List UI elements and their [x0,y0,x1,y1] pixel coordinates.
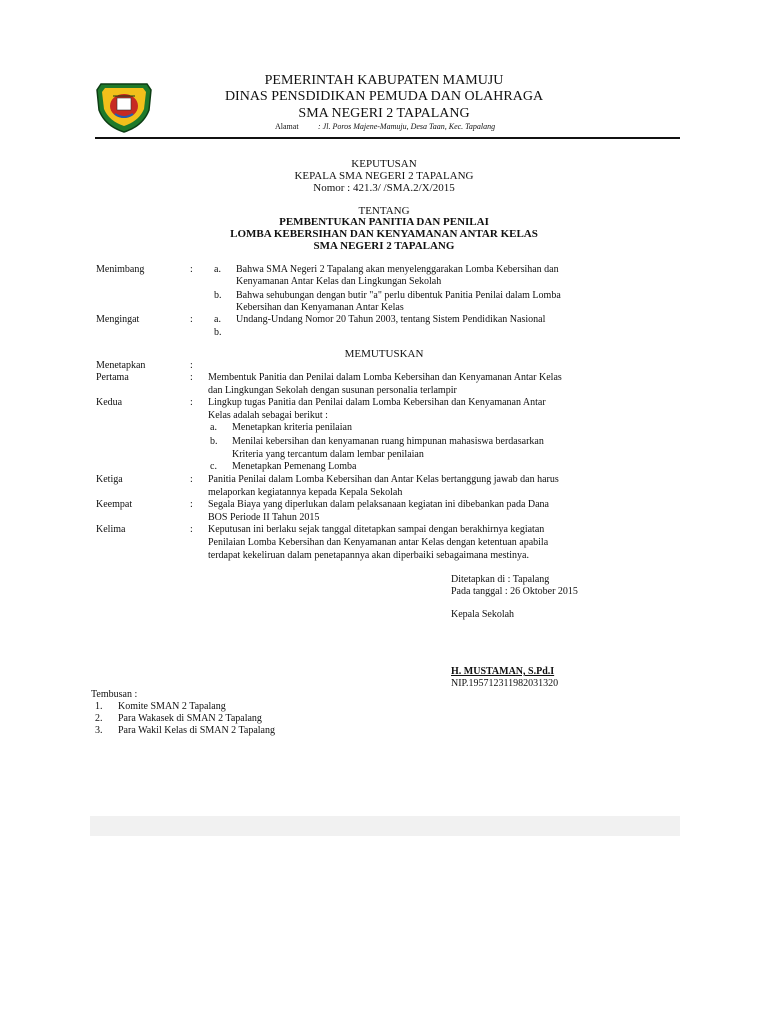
decree-about: TENTANG [358,205,410,217]
address-value: : Jl. Poros Majene-Mamuju, Desa Taan, Kec. Tapalang [318,122,496,131]
decree-subject-2: LOMBA KEBERSIHAN DAN KENYAMANAN ANTAR KELAS [230,228,538,240]
kedua-b-line2: Kriteria yang tercantum dalam lembar penilaian [232,449,424,460]
kedua-c-marker: c. [210,461,217,472]
kedua-b-marker: b. [210,436,218,447]
keempat-line1: Segala Biaya yang diperlukan dalam pelaksanaan kegiatan ini dibebankan pada Dana [208,499,549,510]
ketiga-line1: Panitia Penilai dalam Lomba Kebersihan dan Antar Kelas bertanggung jawab dan harus [208,474,559,485]
tembusan-item-3-text: Para Wakil Kelas di SMAN 2 Tapalang [118,725,275,736]
menetapkan-label: Menetapkan [96,360,146,371]
kedua-a-marker: a. [210,422,217,433]
menimbang-a-line2: Kenyamanan Antar Kelas dan Lingkungan Sekolah [236,276,442,287]
kelima-line2: Penilaian Lomba Kebersihan dan Kenyamanan antar Kelas dengan ketentuan apabila [208,537,549,548]
letterhead-line2: DINAS PENSDIDIKAN PEMUDA DAN OLAHRAGA [224,89,544,104]
kelima-line3: terdapat kekeliruan dalam penetapannya akan diperbaiki sebagaimana mestinya. [208,550,529,561]
kedua-b-line1: Menilai kebersihan dan kenyamanan ruang himpunan mahasiswa berdasarkan [232,436,544,447]
mengingat-a-marker: a. [214,314,221,325]
tembusan-item-1-num: 1. [95,701,103,712]
menimbang-b-line1: Bahwa sehubungan dengan butir "a" perlu dibentuk Panitia Penilai dalam Lomba [236,290,561,301]
pertama-label: Pertama [96,372,129,383]
tembusan-item-2-num: 2. [95,713,103,724]
pertama-line1: Membentuk Panitia dan Penilai dalam Lomba Kebersihan dan Kenyamanan Antar Kelas [208,372,562,383]
signature-nip: NIP.195712311982031320 [451,678,559,689]
menetapkan-colon: : [190,360,193,371]
ketiga-label: Ketiga [96,474,123,485]
kedua-line2: Kelas adalah sebagai berikut : [208,410,328,421]
signature-place: Ditetapkan di : Tapalang [451,574,550,585]
kedua-colon: : [190,397,193,408]
menimbang-b-line2: Kebersihan dan Kenyamanan Antar Kelas [236,302,404,313]
kelima-colon: : [190,524,193,535]
kedua-a-text: Menetapkan kriteria penilaian [232,422,352,433]
keempat-line2: BOS Periode II Tahun 2015 [208,512,320,523]
signature-position: Kepala Sekolah [451,609,515,620]
mengingat-b-marker: b. [214,327,222,338]
keempat-label: Keempat [96,499,133,510]
mengingat-a-text: Undang-Undang Nomor 20 Tahun 2003, tentang Sistem Pendidikan Nasional [236,314,546,325]
decree-number: Nomor : 421.3/ /SMA.2/X/2015 [313,182,455,194]
tembusan-item-1-text: Komite SMAN 2 Tapalang [118,701,226,712]
memutuskan-heading: MEMUTUSKAN [344,348,424,360]
keempat-colon: : [190,499,193,510]
menimbang-b-marker: b. [214,290,222,301]
letterhead-line1: PEMERINTAH KABUPATEN MAMUJU [264,73,504,88]
menimbang-colon: : [190,264,193,275]
decree-issuer: KEPALA SMA NEGERI 2 TAPALANG [294,170,474,182]
signature-date: Pada tanggal : 26 Oktober 2015 [451,586,578,597]
pertama-colon: : [190,372,193,383]
ketiga-line2: melaporkan kegiatannya kepada Kepala Sekolah [208,487,403,498]
letterhead-line3: SMA NEGERI 2 TAPALANG [298,106,470,121]
tembusan-item-2-text: Para Wakasek di SMAN 2 Tapalang [118,713,262,724]
address-label: Alamat [275,122,299,131]
mengingat-label: Mengingat [96,314,140,325]
tembusan-item-3-num: 3. [95,725,103,736]
kelima-line1: Keputusan ini berlaku sejak tanggal ditetapkan sampai dengan berakhirnya kegiatan [208,524,545,535]
signature-name: H. MUSTAMAN, S.Pd.I [451,666,555,677]
decree-subject-1: PEMBENTUKAN PANITIA DAN PENILAI [279,216,489,228]
menimbang-a-line1: Bahwa SMA Negeri 2 Tapalang akan menyelenggarakan Lomba Kebersihan dan [236,264,559,275]
pertama-line2: dan Lingkungan Sekolah dengan susunan personalia terlampir [208,385,457,396]
kedua-c-text: Menetapkan Pemenang Lomba [232,461,357,472]
page-footer-band [90,816,680,836]
letterhead-divider [95,137,680,139]
tembusan-label: Tembusan : [91,689,138,700]
kedua-line1: Lingkup tugas Panitia dan Penilai dalam Lomba Kebersihan dan Kenyamanan Antar [208,397,546,408]
decree-title: KEPUTUSAN [351,158,417,170]
kedua-label: Kedua [96,397,123,408]
mengingat-colon: : [190,314,193,325]
kelima-label: Kelima [96,524,126,535]
ketiga-colon: : [190,474,193,485]
menimbang-label: Menimbang [96,264,145,275]
decree-subject-3: SMA NEGERI 2 TAPALANG [313,240,455,252]
menimbang-a-marker: a. [214,264,221,275]
